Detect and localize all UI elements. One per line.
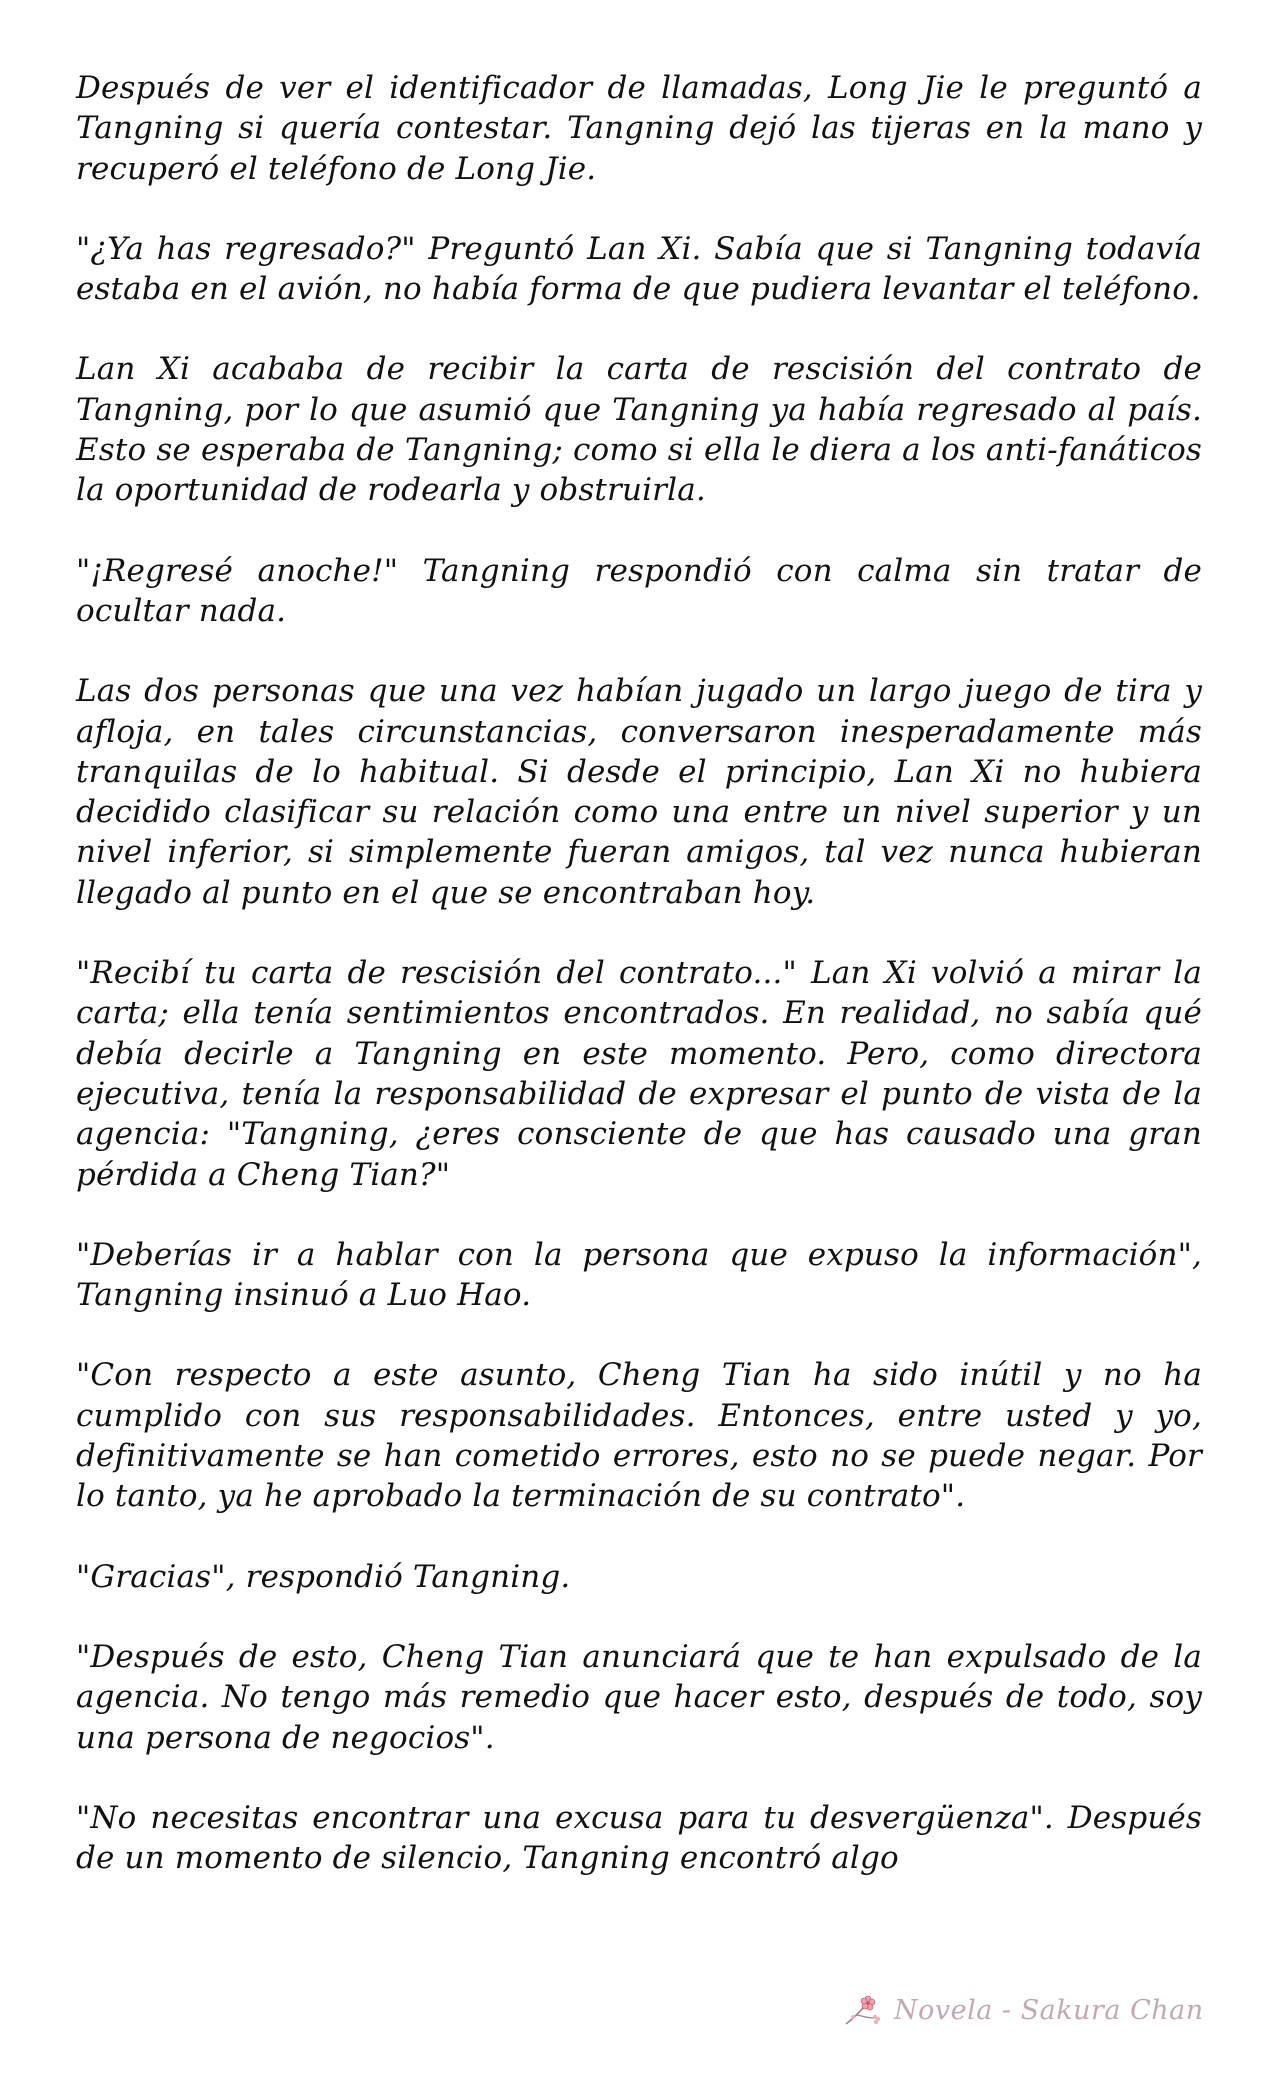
paragraph: "¿Ya has regresado?" Preguntó Lan Xi. Sabía que si Tangning todavía estaba en el avión, no había forma de que pudiera levantar el teléfono. [76,230,1202,308]
paragraph: "Recibí tu carta de rescisión del contrato..." Lan Xi volvió a mirar la carta; ella tenía sentimientos encontrados. En realidad, no sabía qué debía decirle a Tangning en este momento. Pero, como directora ejecutiva, tenía la responsabilidad de expresar el punto de vista de la agencia: "Tangning, ¿eres consciente de que has causado una gran pérdida a Cheng Tian?" [76,955,1202,1193]
paragraph: Después de ver el identificador de llamadas, Long Jie le preguntó a Tangning si quería contestar. Tangning dejó las tijeras en la mano y recuperó el teléfono de Long Jie. [76,70,1202,187]
paragraph: "¡Regresé anoche!" Tangning respondió con calma sin tratar de ocultar nada. [76,552,1202,629]
paragraph: "No necesitas encontrar una excusa para tu desvergüenza". Después de un momento de silencio, Tangning encontró algo [76,1799,1202,1877]
paragraph: "Gracias", respondió Tangning. [76,1558,571,1595]
chapter-text [76,68,1202,1918]
paragraph: "Después de esto, Cheng Tian anunciará que te han expulsado de la agencia. No tengo más remedio que hacer esto, después de todo, soy una persona de negocios". [76,1638,1202,1756]
watermark-text: Novela - Sakura Chan [894,1994,1204,2026]
paragraph: Lan Xi acababa de recibir la carta de rescisión del contrato de Tangning, por lo que asumió que Tangning ya había regresado al país. Esto se esperaba de Tangning; como si ella le diera a los anti-fanáticos la oportunidad de rodearla y obstruirla. [76,351,1202,509]
paragraph: "Deberías ir a hablar con la persona que expuso la información", Tangning insinuó a Luo Hao. [76,1236,1202,1314]
cherry-blossom-icon [840,1988,884,2032]
paragraph: Las dos personas que una vez habían jugado un largo juego de tira y afloja, en tales circunstancias, conversaron inesperadamente más tranquilas de lo habitual. Si desde el principio, Lan Xi no hubiera decidido clasificar su relación como una entre un nivel superior y un nivel inferior, si simplemente fueran amigos, tal vez nunca hubieran llegado al punto en el que se encontraban hoy. [76,673,1202,911]
paragraph: "Con respecto a este asunto, Cheng Tian ha sido inútil y no ha cumplido con sus responsabilidades. Entonces, entre usted y yo, definitivamente se han cometido errores, esto no se puede negar. Por lo tanto, ya he aprobado la terminación de su contrato". [76,1357,1202,1515]
watermark [840,1988,1204,2032]
